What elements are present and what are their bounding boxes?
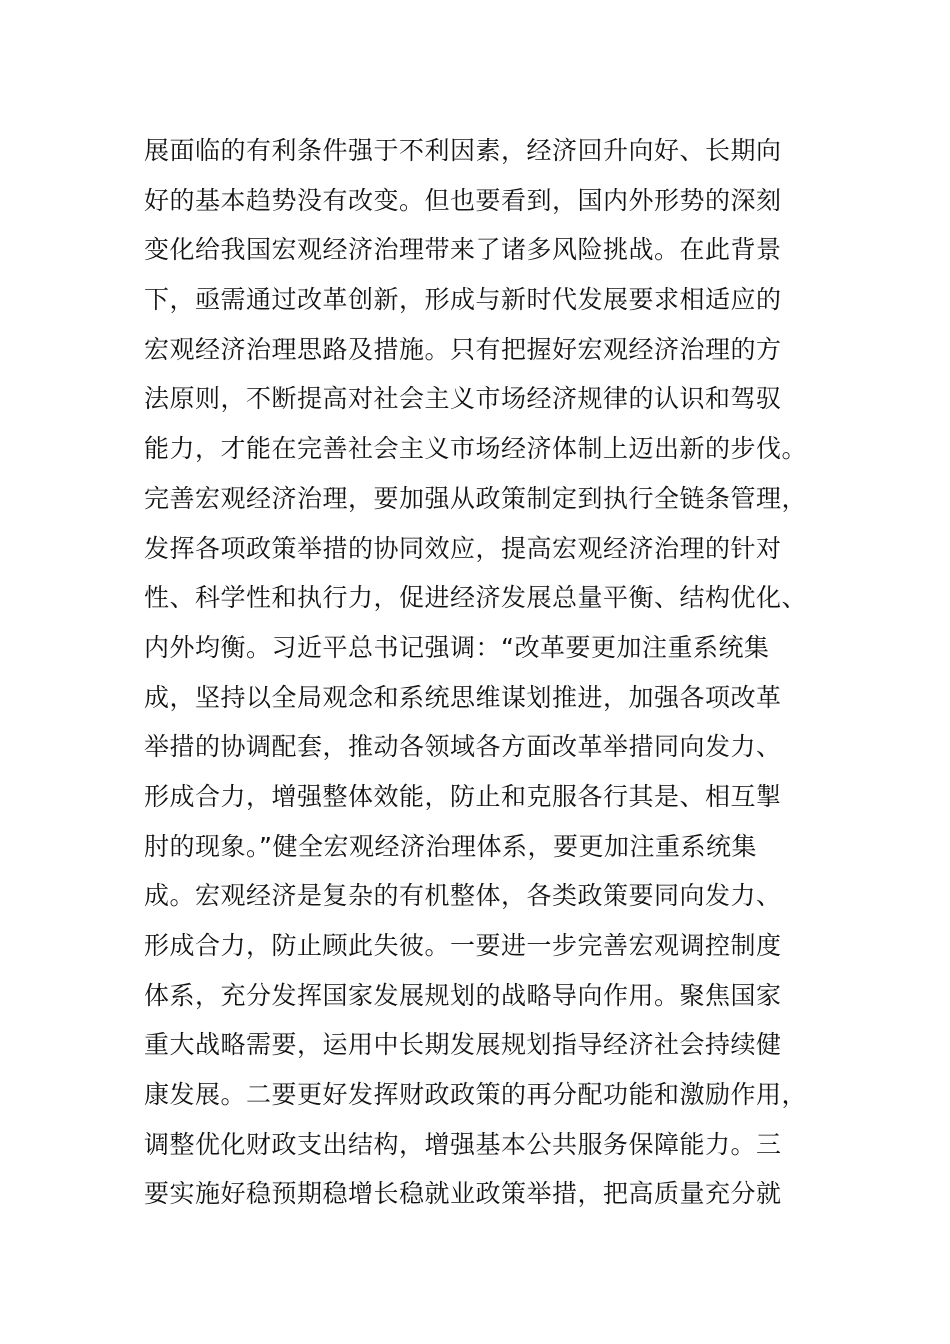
- text-line: 好的基本趋势没有改变。但也要看到，国内外形势的深刻: [144, 185, 782, 215]
- text-line: 宏观经济治理思路及措施。只有把握好宏观经济治理的方: [144, 334, 782, 364]
- text-line: 要实施好稳预期稳增长稳就业政策举措，把高质量充分就: [144, 1179, 782, 1209]
- text-line: 法原则，不断提高对社会主义市场经济规律的认识和驾驭: [144, 384, 782, 414]
- text-line: 内外均衡。习近平总书记强调：“改革要更加注重系统集: [144, 632, 770, 662]
- text-line: 完善宏观经济治理，要加强从政策制定到执行全链条管理，: [144, 483, 808, 513]
- text-line: 举措的协调配套，推动各领域各方面改革举措同向发力、: [144, 732, 782, 762]
- text-line: 性、科学性和执行力，促进经济发展总量平衡、结构优化、: [144, 583, 808, 613]
- text-line: 成。宏观经济是复杂的有机整体，各类政策要同向发力、: [144, 881, 782, 911]
- text-line: 能力，才能在完善社会主义市场经济体制上迈出新的步伐。: [144, 434, 808, 464]
- text-line: 形成合力，增强整体效能，防止和克服各行其是、相互掣: [144, 781, 782, 811]
- text-line: 康发展。二要更好发挥财政政策的再分配功能和激励作用，: [144, 1080, 808, 1110]
- text-line: 调整优化财政支出结构，增强基本公共服务保障能力。三: [144, 1129, 782, 1159]
- text-line: 形成合力，防止顾此失彼。一要进一步完善宏观调控制度: [144, 931, 782, 960]
- text-line: 成，坚持以全局观念和系统思维谋划推进，加强各项改革: [144, 682, 782, 712]
- text-line: 变化给我国宏观经济治理带来了诸多风险挑战。在此背景: [144, 235, 782, 265]
- text-line: 下，亟需通过改革创新，形成与新时代发展要求相适应的: [144, 285, 782, 315]
- text-line: 发挥各项政策举措的协同效应，提高宏观经济治理的针对: [144, 533, 782, 563]
- text-line: 体系，充分发挥国家发展规划的战略导向作用。聚焦国家: [144, 980, 782, 1010]
- text-line: 展面临的有利条件强于不利因素，经济回升向好、长期向: [144, 136, 782, 165]
- text-line: 重大战略需要，运用中长期发展规划指导经济社会持续健: [144, 1030, 782, 1060]
- text-line: 肘的现象。”健全宏观经济治理体系，要更加注重系统集: [144, 831, 757, 861]
- body-text: [144, 126, 824, 1219]
